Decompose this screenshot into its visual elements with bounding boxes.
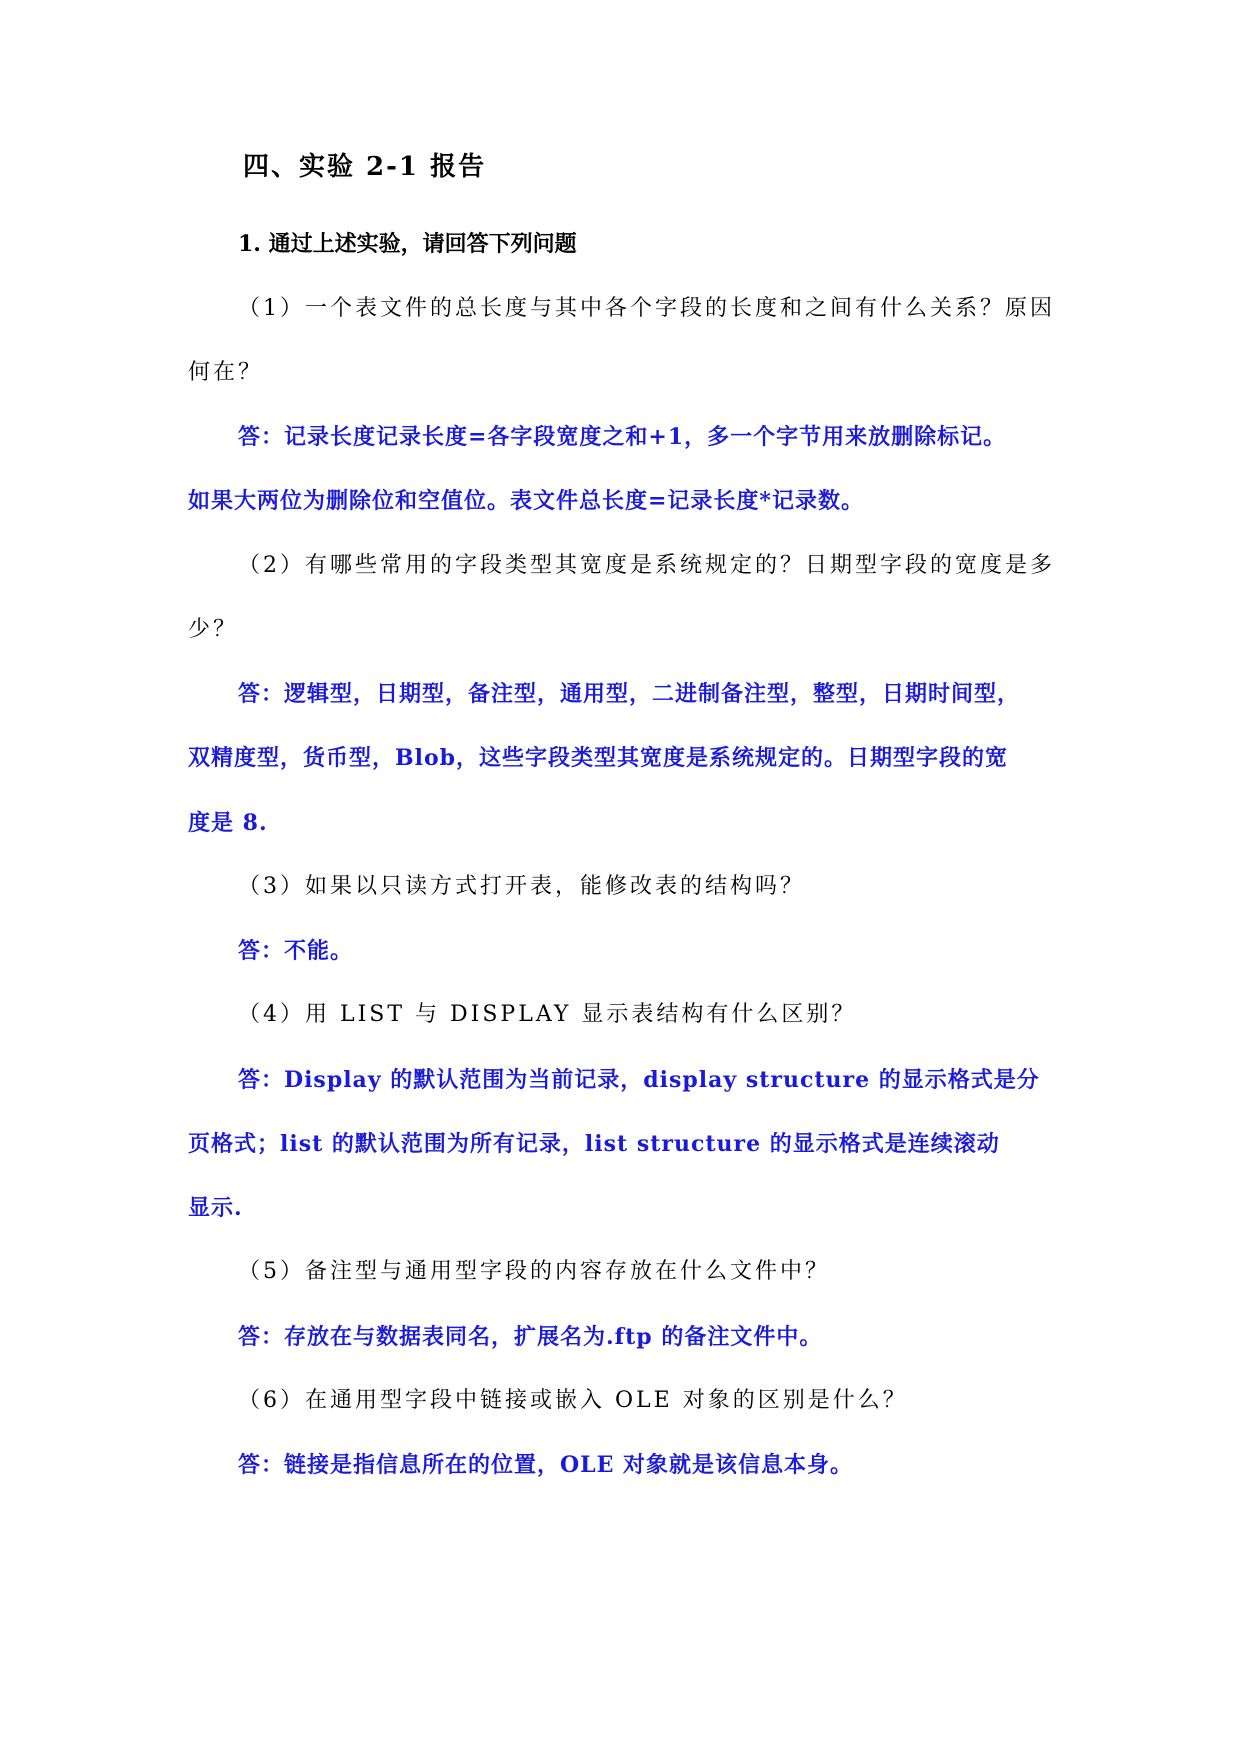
question-1-line-2: 何在？	[188, 360, 264, 385]
question-4-line-1: （4）用 LIST 与 DISPLAY 显示表结构有什么区别？	[238, 1002, 857, 1027]
answer-4-line-2: 页格式；list 的默认范围为所有记录，list structure 的显示格式是连续滚动	[188, 1131, 1000, 1157]
answer-5-line-1: 答：存放在与数据表同名，扩展名为.ftp 的备注文件中。	[238, 1324, 823, 1350]
answer-1-line-1: 答：记录长度记录长度=各字段宽度之和+1，多一个字节用来放删除标记。	[238, 424, 1007, 450]
question-5-line-1: （5）备注型与通用型字段的内容存放在什么文件中？	[238, 1259, 830, 1284]
section-title: 四、实验 2-1 报告	[243, 152, 487, 182]
answer-6-line-1: 答：链接是指信息所在的位置，OLE 对象就是该信息本身。	[238, 1452, 854, 1478]
answer-4-line-3: 显示.	[188, 1195, 243, 1221]
question-2-line-1: （2）有哪些常用的字段类型其宽度是系统规定的？日期型字段的宽度是多	[238, 553, 1055, 578]
answer-3-line-1: 答：不能。	[238, 938, 354, 964]
answer-2-line-3: 度是 8.	[188, 810, 268, 836]
question-2-line-2: 少？	[188, 617, 239, 642]
answer-1-line-2: 如果大两位为删除位和空值位。表文件总长度=记录长度*记录数。	[188, 488, 864, 514]
answer-4-line-1: 答：Display 的默认范围为当前记录，display structure 的显示格式是分	[238, 1067, 1040, 1093]
question-3-line-1: （3）如果以只读方式打开表，能修改表的结构吗？	[238, 874, 805, 899]
subsection-title: 1. 通过上述实验，请回答下列问题	[238, 231, 577, 257]
question-1-line-1: （1）一个表文件的总长度与其中各个字段的长度和之间有什么关系？原因	[238, 296, 1055, 321]
answer-2-line-1: 答：逻辑型，日期型，备注型，通用型，二进制备注型，整型，日期时间型，	[238, 681, 1021, 707]
question-6-line-1: （6）在通用型字段中链接或嵌入 OLE 对象的区别是什么？	[238, 1388, 908, 1413]
answer-2-line-2: 双精度型，货币型，Blob，这些字段类型其宽度是系统规定的。日期型字段的宽	[188, 745, 1009, 771]
